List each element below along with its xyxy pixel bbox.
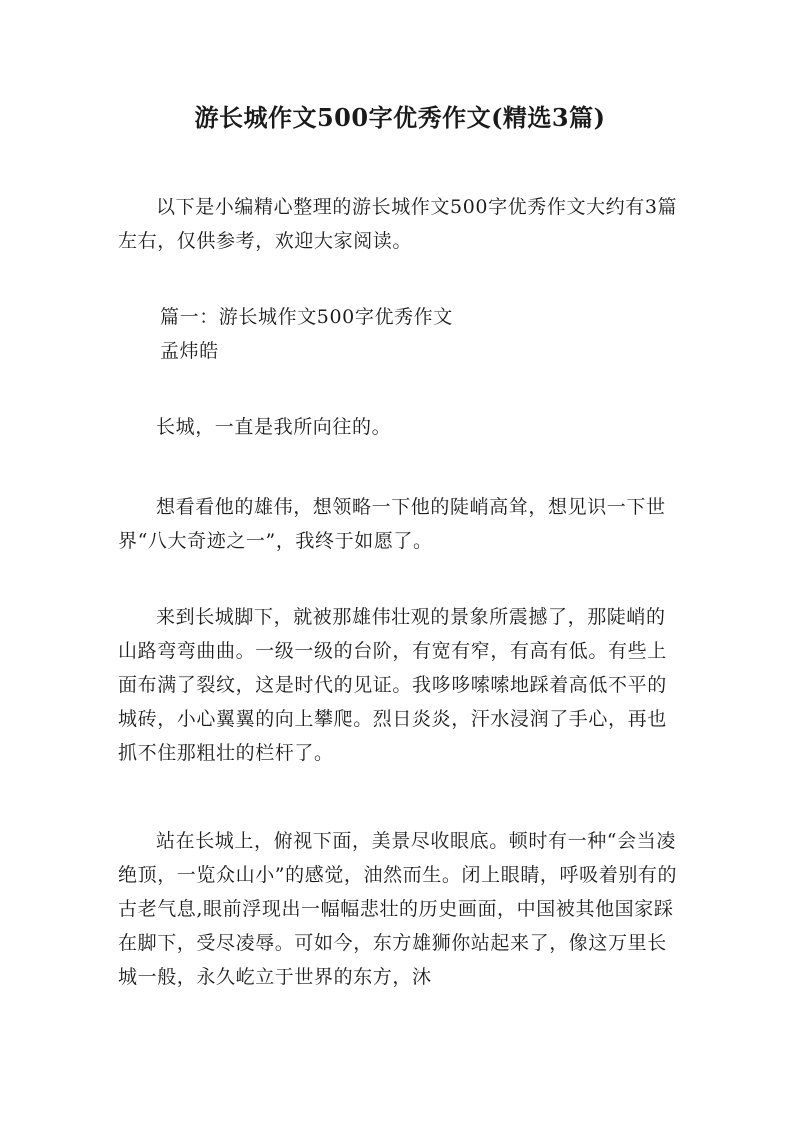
body-paragraph: 想看看他的雄伟，想领略一下他的陡峭高耸，想见识一下世界“八大奇迹之一”，我终于如愿了。 xyxy=(118,496,666,552)
author-name: 孟炜皓 xyxy=(160,340,219,362)
body-paragraph: 站在长城上，俯视下面，美景尽收眼底。顿时有一种“会当凌绝顶，一览众山小”的感觉，油然而生。闭上眼睛，呼吸着别有的古老气息,眼前浮现出一幅幅悲壮的历史画面，中国被其他国家踩在脚下，受尽凌辱。可如今，东方雄狮你站起来了，像这万里长城一般，永久屹立于世界的东方，沐 xyxy=(118,830,678,988)
body-paragraph: 来到长城脚下，就被那雄伟壮观的景象所震撼了，那陡峭的山路弯弯曲曲。一级一级的台阶，有宽有窄，有高有低。有些上面布满了裂纹，这是时代的见证。我哆哆嗦嗦地踩着高低不平的城砖，小心翼翼的向上攀爬。烈日炎炎，汗水浸润了手心，再也抓不住那粗壮的栏杆了。 xyxy=(118,606,667,764)
intro-paragraph: 以下是小编精心整理的游长城作文500字优秀作文大约有3篇左右，仅供参考，欢迎大家阅读。 xyxy=(118,196,678,252)
document-title: 游长城作文500字优秀作文(精选3篇) xyxy=(194,103,606,132)
section-heading: 篇一：游长城作文500字优秀作文 xyxy=(160,306,453,328)
body-paragraph: 长城，一直是我所向往的。 xyxy=(156,416,392,438)
